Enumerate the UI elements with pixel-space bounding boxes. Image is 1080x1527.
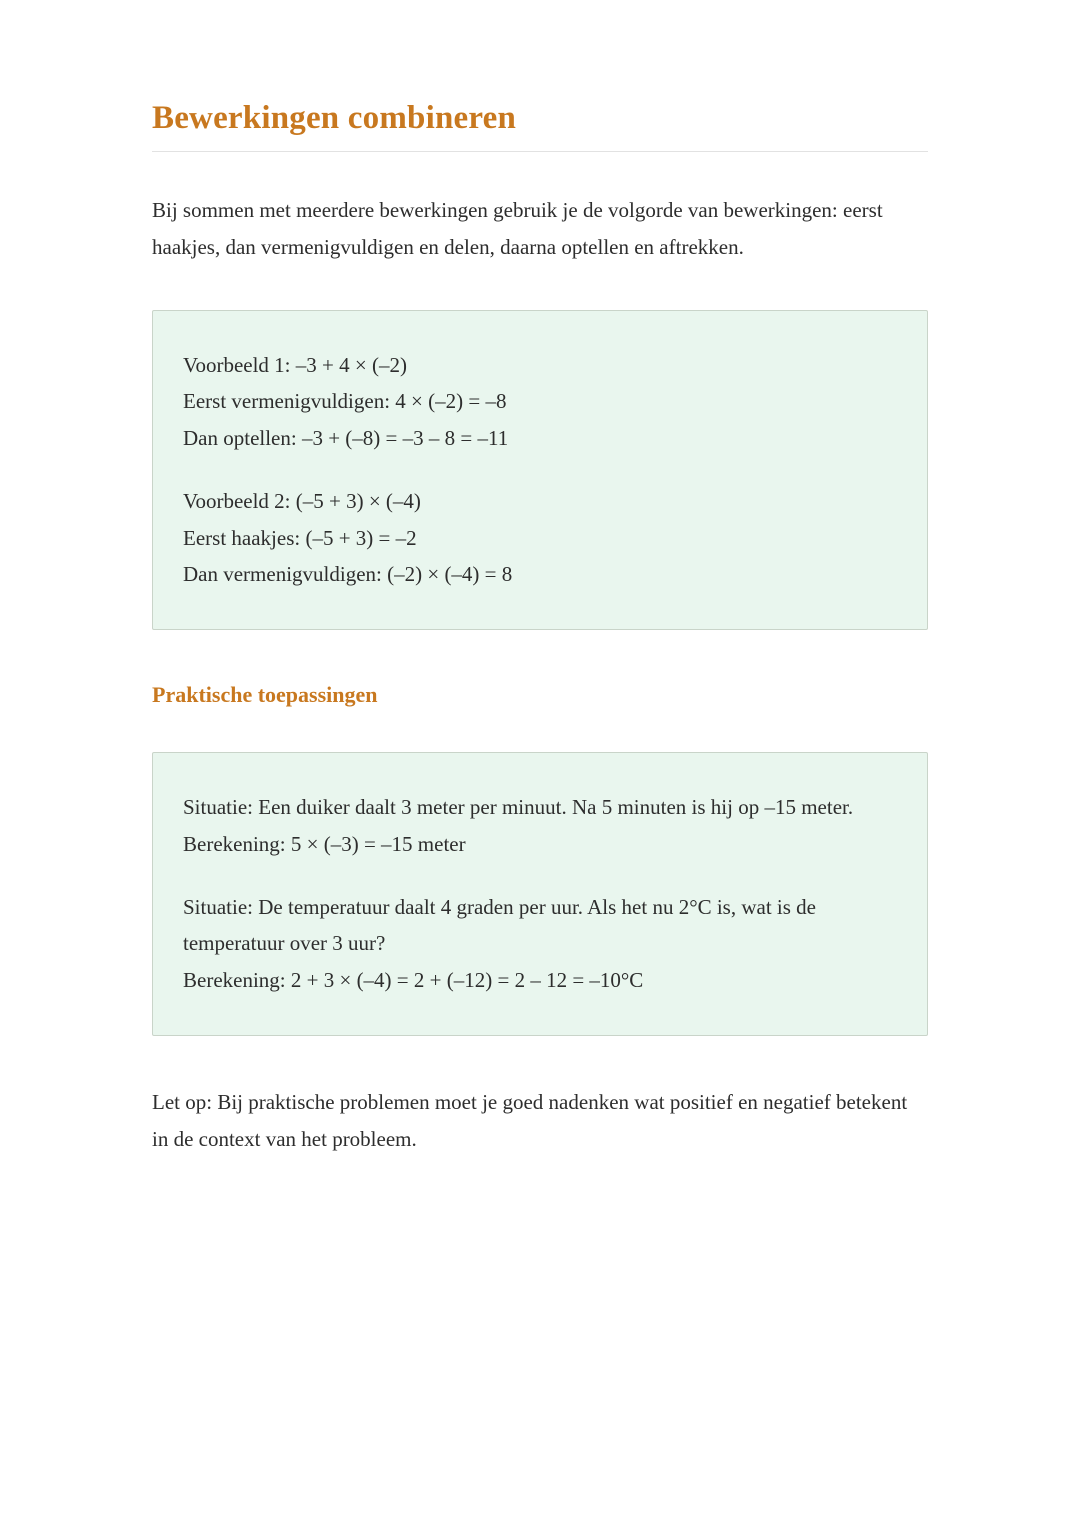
situation-1	[183, 789, 897, 863]
example-2	[183, 483, 897, 593]
title-divider	[152, 151, 928, 152]
example-1-line-1: Voorbeeld 1: –3 + 4 × (–2)	[183, 352, 407, 377]
situation-2-calculation: Berekening: 2 + 3 × (–4) = 2 + (–12) = 2 – 12 = –10°C	[183, 968, 644, 992]
section-subheading: Praktische toepassingen	[152, 682, 378, 707]
situation-2-text: Situatie: De temperatuur daalt 4 graden per uur. Als het nu 2°C is, wat is de temperatuur over 3 uur?	[183, 894, 817, 956]
situation-2	[183, 889, 897, 999]
document-content	[152, 0, 928, 1157]
examples-box	[152, 310, 928, 631]
intro-paragraph: Bij sommen met meerdere bewerkingen gebruik je de volgorde van bewerkingen: eerst haakjes, dan vermenigvuldigen en delen, daarna optellen en aftrekken.	[152, 198, 883, 259]
page-title: Bewerkingen combineren	[152, 100, 517, 136]
situation-1-calculation: Berekening: 5 × (–3) = –15 meter	[183, 831, 466, 856]
example-2-line-3: Dan vermenigvuldigen: (–2) × (–4) = 8	[183, 562, 513, 587]
example-1-line-3: Dan optellen: –3 + (–8) = –3 – 8 = –11	[183, 426, 509, 450]
applications-box	[152, 752, 928, 1036]
situation-1-text: Situatie: Een duiker daalt 3 meter per minuut. Na 5 minuten is hij op –15 meter.	[183, 795, 854, 819]
note-paragraph: Let op: Bij praktische problemen moet je goed nadenken wat positief en negatief betekent in de context van het probleem.	[152, 1089, 908, 1151]
example-2-line-1: Voorbeeld 2: (–5 + 3) × (–4)	[183, 488, 421, 513]
example-1-line-2: Eerst vermenigvuldigen: 4 × (–2) = –8	[183, 389, 507, 414]
example-2-line-2: Eerst haakjes: (–5 + 3) = –2	[183, 525, 417, 550]
example-1	[183, 347, 897, 457]
